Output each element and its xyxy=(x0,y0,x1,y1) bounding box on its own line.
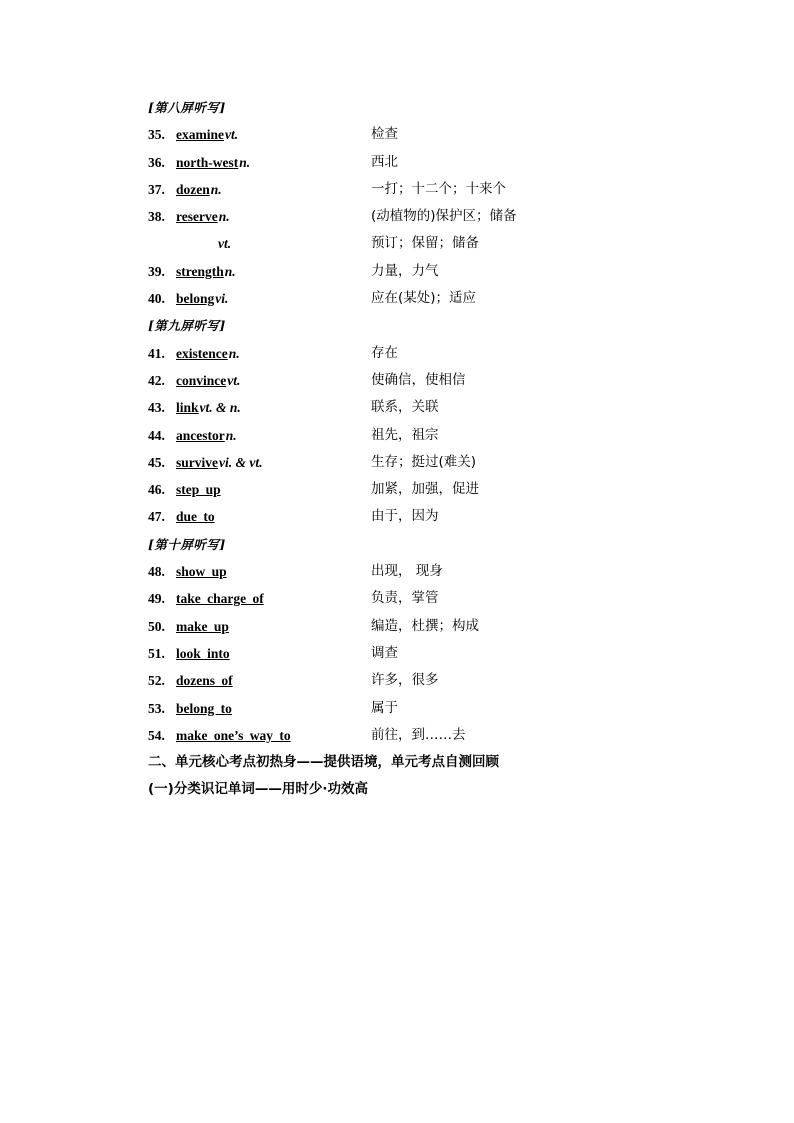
part-of-speech: n. xyxy=(210,181,222,197)
part-of-speech: vt. & n. xyxy=(199,400,241,416)
meaning: 祖先，祖宗 xyxy=(371,426,439,443)
item-number: 50. xyxy=(148,618,165,634)
vocab-row xyxy=(148,340,668,367)
item-number: 42. xyxy=(148,372,165,388)
item-number: 48. xyxy=(148,564,165,580)
part-two-heading: 二、单元核心考点初热身——提供语境，单元考点自测回顾 xyxy=(148,754,499,771)
vocab-word: link xyxy=(176,400,199,416)
vocab-row xyxy=(148,503,668,530)
item-number: 39. xyxy=(148,263,165,279)
vocab-word: due to xyxy=(176,509,215,525)
meaning: 编造，杜撰；构成 xyxy=(371,617,479,634)
item-number: 47. xyxy=(148,509,165,525)
vocab-row xyxy=(148,613,668,640)
vocab-row xyxy=(148,258,668,285)
vocab-row xyxy=(148,367,668,394)
part-of-speech: vt. xyxy=(227,372,241,388)
section-heading: [第八屏听写] xyxy=(148,100,226,115)
meaning: 前往，到……去 xyxy=(371,726,466,743)
vocab-row xyxy=(148,422,668,449)
meaning: 属于 xyxy=(371,699,398,716)
sub-heading: (一)分类识记单词——用时少·功效高 xyxy=(148,781,368,798)
meaning: 检查 xyxy=(371,126,398,143)
item-number: 43. xyxy=(148,400,165,416)
part-of-speech: n. xyxy=(224,263,236,279)
part-of-speech: n. xyxy=(218,209,230,225)
meaning: 西北 xyxy=(371,153,398,170)
item-number: 37. xyxy=(148,181,165,197)
vocab-row xyxy=(148,695,668,722)
vocab-row xyxy=(148,285,668,312)
meaning: 应在(某处)；适应 xyxy=(371,290,477,307)
meaning: 调查 xyxy=(371,644,398,661)
vocab-row xyxy=(148,722,668,749)
item-number: 49. xyxy=(148,591,165,607)
vocab-word: step up xyxy=(176,482,221,498)
vocab-row xyxy=(148,394,668,421)
item-number: 40. xyxy=(148,291,165,307)
vocab-word: north-west xyxy=(176,154,239,170)
part-of-speech: n. xyxy=(228,345,240,361)
item-number: 52. xyxy=(148,673,165,689)
vocab-word: show up xyxy=(176,564,227,580)
meaning: 使确信，使相信 xyxy=(371,371,466,388)
item-number: 35. xyxy=(148,127,165,143)
vocab-word: belong to xyxy=(176,700,232,716)
item-number: 38. xyxy=(148,209,165,225)
meaning: 生存；挺过(难关) xyxy=(371,453,477,470)
vocab-row xyxy=(148,203,668,230)
vocab-word: existence xyxy=(176,345,228,361)
vocab-word: examine xyxy=(176,127,224,143)
vocab-word: reserve xyxy=(176,209,218,225)
vocab-word: ancestor xyxy=(176,427,225,443)
vocab-row xyxy=(148,667,668,694)
item-number: 41. xyxy=(148,345,165,361)
section-heading: [第九屏听写] xyxy=(148,318,226,334)
part-of-speech: n. xyxy=(225,427,237,443)
vocab-row xyxy=(148,558,668,585)
meaning: 存在 xyxy=(371,344,398,361)
item-number: 54. xyxy=(148,727,165,743)
part-of-speech: vt. xyxy=(225,127,239,143)
vocab-row xyxy=(148,149,668,176)
meaning: 力量，力气 xyxy=(371,262,439,279)
meaning: 联系，关联 xyxy=(371,399,439,416)
vocab-word: dozens of xyxy=(176,673,233,689)
meaning: 加紧，加强，促进 xyxy=(371,481,479,498)
vocab-row xyxy=(148,449,668,476)
item-number: 51. xyxy=(148,645,165,661)
meaning: (动植物的)保护区；储备 xyxy=(371,208,517,225)
part-of-speech: n. xyxy=(239,154,251,170)
meaning: 许多，很多 xyxy=(371,672,439,689)
vocab-row xyxy=(148,176,668,203)
vocab-word: dozen xyxy=(176,181,210,197)
vocab-word: strength xyxy=(176,263,224,279)
section-heading: [第十屏听写] xyxy=(148,536,226,552)
vocab-row xyxy=(148,585,668,612)
item-number: 36. xyxy=(148,154,165,170)
vocab-row xyxy=(148,476,668,503)
vocab-word: take charge of xyxy=(176,591,264,607)
vocabulary-list xyxy=(148,94,668,804)
item-number: 44. xyxy=(148,427,165,443)
part-of-speech: vt. xyxy=(218,236,232,252)
meaning: 一打；十二个；十来个 xyxy=(371,180,506,197)
item-number: 53. xyxy=(148,700,165,716)
item-number: 46. xyxy=(148,482,165,498)
vocab-word: make up xyxy=(176,618,229,634)
meaning: 预订；保留；储备 xyxy=(371,235,479,252)
vocab-row xyxy=(148,640,668,667)
vocab-row xyxy=(148,121,668,148)
vocab-row xyxy=(148,230,668,257)
meaning: 由于，因为 xyxy=(371,508,439,525)
meaning: 负责，掌管 xyxy=(371,590,439,607)
item-number: 45. xyxy=(148,454,165,470)
vocab-word: make one’s way to xyxy=(176,727,291,743)
part-of-speech: vi. & vt. xyxy=(219,454,263,470)
meaning: 出现， 现身 xyxy=(371,563,443,580)
vocab-word: look into xyxy=(176,645,230,661)
vocab-word: survive xyxy=(176,454,218,470)
part-of-speech: vi. xyxy=(215,291,229,307)
vocab-word: convince xyxy=(176,372,227,388)
vocab-word: belong xyxy=(176,291,215,307)
